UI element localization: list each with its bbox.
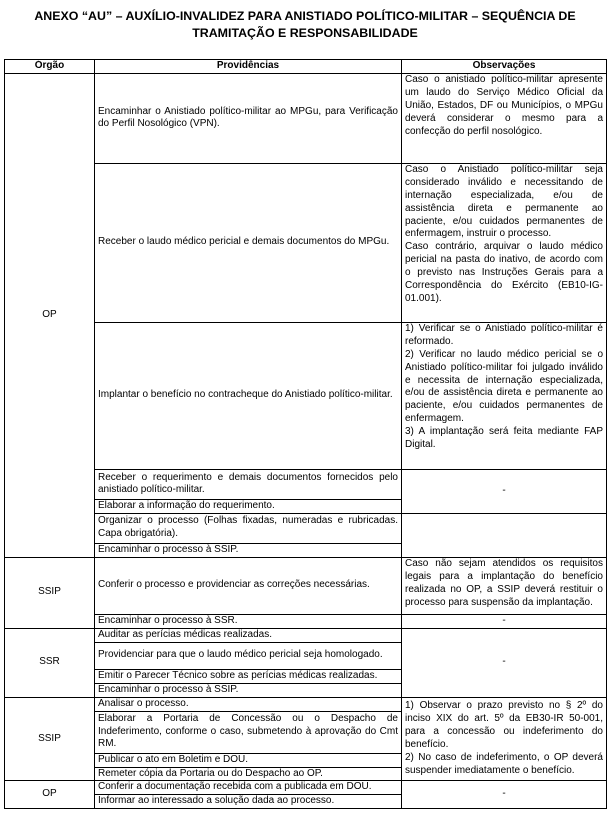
providencia-cell: Conferir a documentação recebida com a publicada em DOU. [95,781,402,795]
providencia-cell: Implantar o benefício no contracheque do Anistiado político-militar. [95,322,402,469]
header-observacoes: Observações [402,60,607,74]
orgao-cell: SSIP [5,697,95,781]
providencia-cell: Encaminhar o processo à SSIP. [95,543,402,557]
providencia-cell: Encaminhar o processo à SSIP. [95,683,402,697]
observacao-cell [402,557,607,614]
orgao-cell: OP [5,73,95,557]
observacao-cell: - [402,628,607,697]
title-line-1: ANEXO “AU” – AUXÍLIO-INVALIDEZ PARA ANISTIADO POLÍTICO-MILITAR – SEQUÊNCIA DE [34,9,576,23]
providencia-cell: Encaminhar o processo à SSR. [95,614,402,628]
providencia-cell: Remeter cópia da Portaria ou do Despacho ao OP. [95,767,402,781]
header-row [5,60,607,74]
observacao-text: Caso o Anistiado político-militar seja considerado inválido e necessitando de internação especializada, e/ou de assistência direta e permanente ao paciente, e/ou cuidados permanentes de enfermagem, instruir o processo. [405,163,603,240]
observacao-cell [402,322,607,469]
providencia-cell: Encaminhar o Anistiado político-militar ao MPGu, para Verificação do Perfil Nosológico (VPN). [95,73,402,163]
observacao-cell [402,697,607,781]
observacao-text: 2) No caso de indeferimento, o OP deverá suspender imediatamente o benefício. [405,751,603,776]
providencia-cell: Emitir o Parecer Técnico sobre as perícias médicas realizadas. [95,669,402,683]
table-row [5,322,607,469]
orgao-cell: SSR [5,628,95,697]
table-row [5,73,607,163]
orgao-cell: OP [5,781,95,809]
observacao-text: Caso não sejam atendidos os requisitos legais para a implantação do benefício realizada no OP, a SSIP deverá restituir o processo para suspensão da implantação. [405,557,603,608]
observacao-text: 3) A implantação será feita mediante FAP Digital. [405,426,603,451]
providencia-cell: Informar ao interessado a solução dada ao processo. [95,795,402,809]
providencia-cell: Receber o requerimento e demais documentos fornecidos pelo anistiado político-militar. [95,469,402,499]
providencia-cell: Providenciar para que o laudo médico pericial seja homologado. [95,642,402,669]
table-row [5,628,607,642]
observacao-cell [402,73,607,163]
providencia-cell: Publicar o ato em Boletim e DOU. [95,753,402,767]
observacao-cell: - [402,614,607,628]
observacao-cell [402,163,607,322]
providencia-cell: Organizar o processo (Folhas fixadas, numeradas e rubricadas. Capa obrigatória). [95,513,402,543]
table-row [5,557,607,614]
observacao-cell: - [402,781,607,809]
header-orgao: Órgão [5,60,95,74]
table-row [5,697,607,711]
providencia-cell: Auditar as perícias médicas realizadas. [95,628,402,642]
providencia-cell: Receber o laudo médico pericial e demais documentos do MPGu. [95,163,402,322]
observacao-text: 2) Verificar no laudo médico pericial se o Anistiado político-militar foi julgado inválido e necessita de internação especializada, e/ou de assistência direta e permanente ao paciente, e/ou cuidados permanentes de enfermagem. [405,348,603,425]
table-row [5,163,607,322]
table-row [5,513,607,543]
table-row [5,614,607,628]
observacao-text: Caso o anistiado político-militar apresente um laudo do Serviço Médico Oficial da União, Estados, DF ou Municípios, o MPGu deverá considerar o mesmo para a confecção do perfil nosológico. [405,73,603,137]
table-row [5,781,607,795]
providencia-cell: Conferir o processo e providenciar as correções necessárias. [95,557,402,614]
observacao-text: 1) Verificar se o Anistiado político-militar é reformado. [405,322,603,347]
title-line-2: TRAMITAÇÃO E RESPONSABILIDADE [192,26,418,40]
observacao-text: Caso contrário, arquivar o laudo médico pericial na pasta do inativo, de acordo com o previsto nas Instruções Gerais para a Correspondência do Exército (EB10-IG-01.001). [405,241,603,304]
header-providencias: Providências [95,60,402,74]
providencia-cell: Elaborar a Portaria de Concessão ou o Despacho de Indeferimento, conforme o caso, submetendo à aprovação do Cmt RM. [95,711,402,753]
table-row [5,469,607,499]
observacao-cell-empty [402,513,607,557]
providencia-cell: Analisar o processo. [95,697,402,711]
observacao-text: 1) Observar o prazo previsto no § 2º do inciso XIX do art. 5º da EB30-IR 50-001, para a concessão ou indeferimento do benefício. [405,700,603,751]
observacao-cell: - [402,469,607,513]
procedure-table [4,59,607,809]
orgao-cell: SSIP [5,557,95,628]
page-title [0,8,610,42]
providencia-cell: Elaborar a informação do requerimento. [95,499,402,513]
